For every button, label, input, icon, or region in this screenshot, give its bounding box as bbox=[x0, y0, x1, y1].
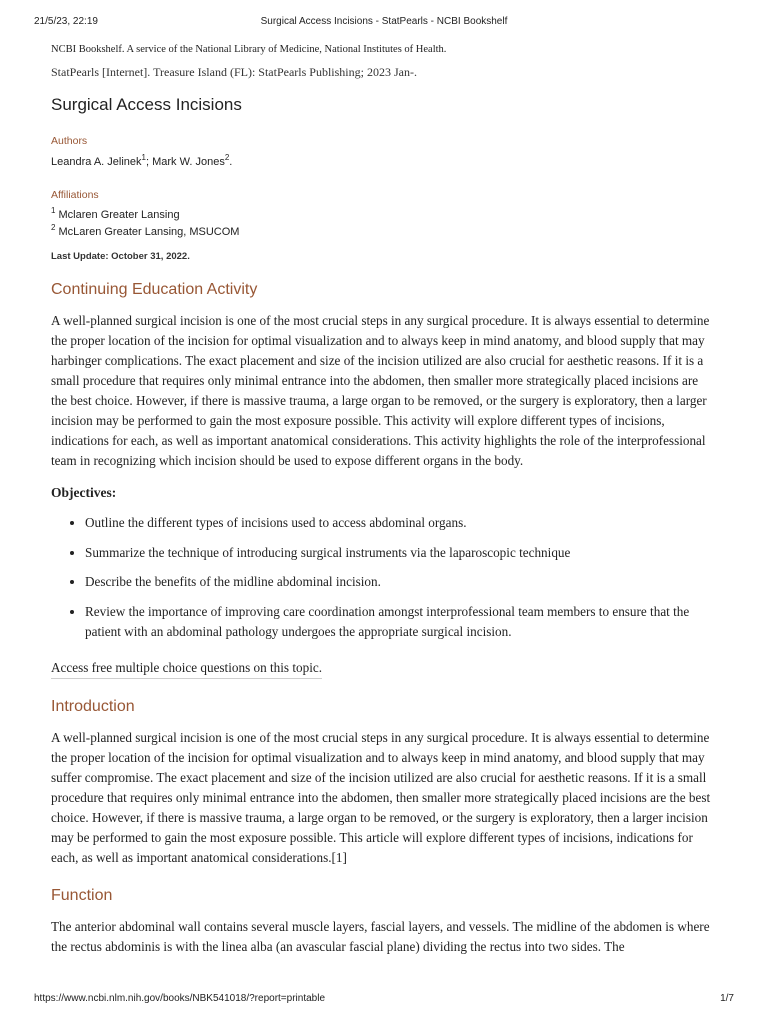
introduction-paragraph: A well-planned surgical incision is one of the most crucial steps in any surgical procedure. It is always essential to determine the proper location of the incision for optimal visualization and to always keep in mind anatomy, and blood supply that may suffer compromise. The exact placement and size of the incision utilized are also crucial for aesthetic reasons. If it is a small procedure that requires only minimal entrance into the abdomen, then smaller more strategically placed incisions are the best choice. However, if there is massive trauma, a large organ to be removed, or the surgery is exploratory, then a larger incision may be performed to gain the most exposure possible. This article will explore different types of incisions, indications for each, as well as important anatomical considerations.[1] bbox=[51, 730, 711, 865]
objective-item: • Describe the benefits of the midline abdominal incision. bbox=[85, 572, 711, 592]
affiliation-number: 1 bbox=[51, 206, 56, 215]
section-heading-function: Function bbox=[51, 887, 113, 904]
last-update: Last Update: October 31, 2022. bbox=[51, 251, 190, 262]
author-link-jelinek[interactable]: Leandra A. Jelinek bbox=[51, 156, 142, 168]
author-separator: ; bbox=[145, 156, 153, 168]
print-page-number: 1/7 bbox=[720, 993, 734, 1004]
print-page-title: Surgical Access Incisions - StatPearls - NCBI Bookshelf bbox=[260, 16, 508, 27]
objectives-list bbox=[51, 513, 711, 642]
affiliation-item bbox=[51, 224, 711, 241]
affiliations-label: Affiliations bbox=[51, 189, 99, 201]
affiliation-text: Mclaren Greater Lansing bbox=[58, 209, 180, 221]
authors-list bbox=[51, 154, 711, 170]
bookshelf-attribution: NCBI Bookshelf. A service of the National Library of Medicine, National Institutes of Health. bbox=[51, 44, 447, 55]
author-affiliation-ref: 1 bbox=[141, 153, 146, 162]
objective-item: • Summarize the technique of introducing surgical instruments via the laparoscopic technique bbox=[85, 543, 711, 563]
cea-paragraph: A well-planned surgical incision is one of the most crucial steps in any surgical procedure. It is always essential to determine the proper location of the incision for optimal visualization and to always keep in mind anatomy, and blood supply that may harbinger complications. The exact placement and size of the incision utilized are also crucial for aesthetic reasons. If it is a small procedure that requires only minimal entrance into the abdomen, then smaller more strategically placed incisions are the best choice. However, if there is massive trauma, a large organ to be removed, or the surgery is exploratory, then a larger incision may be performed to gain the most exposure possible. This activity will explore different types of incisions, indications for each, as well as important anatomical considerations. This activity highlights the role of the interprofessional team in recognizing which incision should be used to expose different organs in the body. bbox=[51, 313, 710, 468]
section-heading-cea: Continuing Education Activity bbox=[51, 281, 258, 298]
objectives-heading: Objectives: bbox=[51, 485, 117, 500]
affiliation-text: McLaren Greater Lansing, MSUCOM bbox=[58, 226, 240, 238]
affiliations-list bbox=[51, 207, 711, 241]
mcq-link[interactable]: Access free multiple choice questions on this topic. bbox=[51, 658, 322, 679]
author-affiliation-ref: 2 bbox=[224, 153, 230, 162]
print-url: https://www.ncbi.nlm.nih.gov/books/NBK541018/?report=printable bbox=[34, 993, 326, 1004]
function-paragraph: The anterior abdominal wall contains several muscle layers, fascial layers, and vessels. The midline of the abdomen is where the rectus abdominis is with the linea alba (an avascular fascial plane) dividing the rectus into two sides. The bbox=[51, 919, 710, 954]
objective-item: • Outline the different types of incisions used to access abdominal organs. bbox=[85, 513, 711, 533]
section-heading-introduction: Introduction bbox=[51, 698, 135, 715]
page-title: Surgical Access Incisions bbox=[51, 95, 242, 114]
objective-item: • Review the importance of improving care coordination amongst interprofessional team members to ensure that the patient with an abdominal pathology undergoes the appropriate surgical incision. bbox=[85, 602, 711, 642]
affiliation-item bbox=[51, 207, 711, 224]
print-datetime: 21/5/23, 22:19 bbox=[34, 16, 98, 27]
affiliation-number: 2 bbox=[51, 223, 56, 232]
author-list-end: . bbox=[229, 156, 233, 168]
author-link-jones[interactable]: Mark W. Jones bbox=[152, 156, 225, 168]
authors-label: Authors bbox=[51, 135, 88, 147]
article-content bbox=[51, 42, 711, 957]
source-citation: StatPearls [Internet]. Treasure Island (FL): StatPearls Publishing; 2023 Jan-. bbox=[51, 65, 417, 79]
